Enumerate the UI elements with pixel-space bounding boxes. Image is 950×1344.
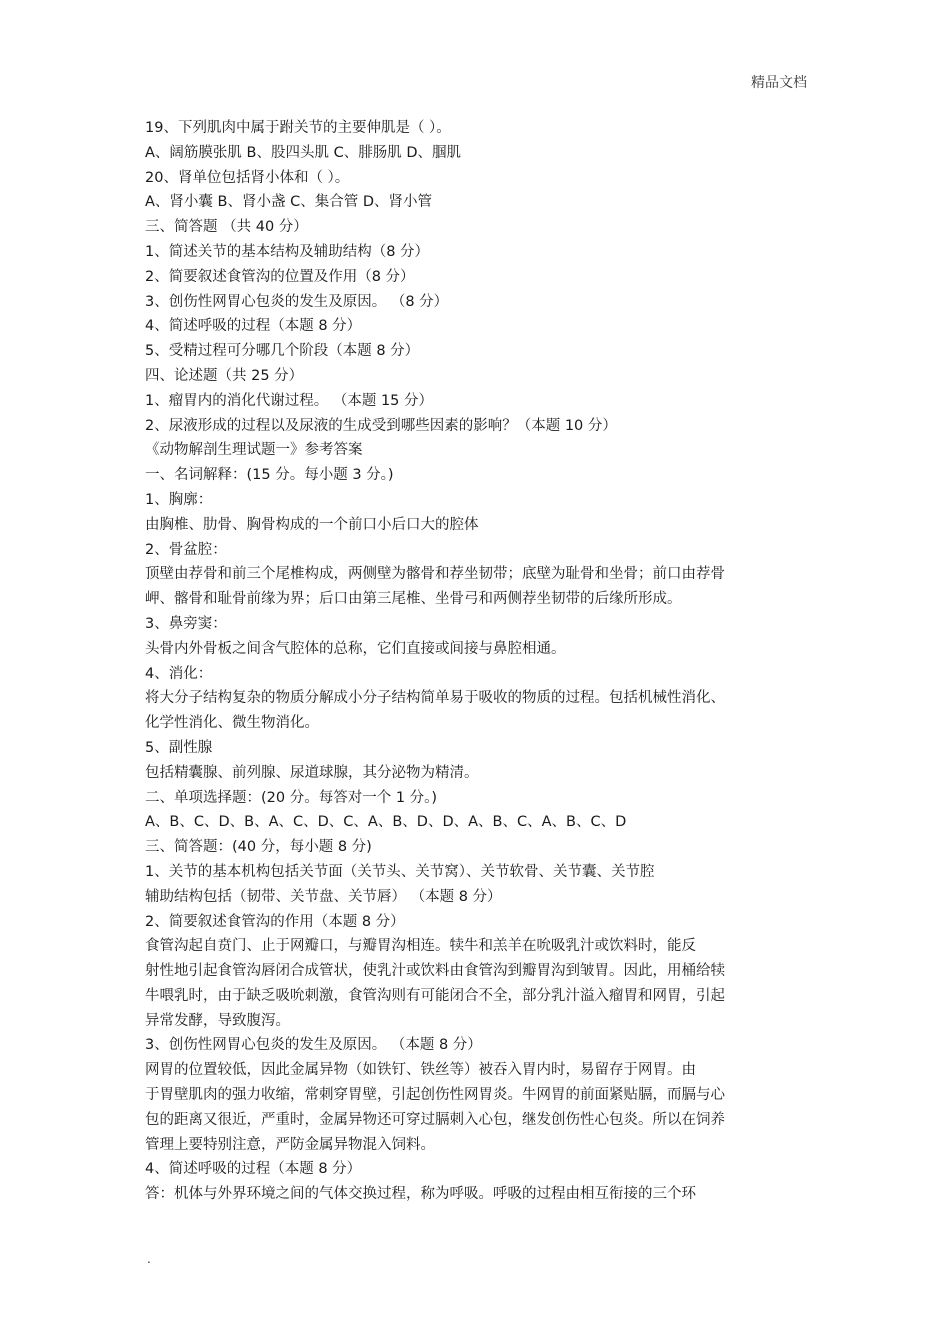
text-line: 辅助结构包括（韧带、关节盘、关节唇） （本题 8 分） (145, 888, 502, 905)
text-line: 食管沟起自贲门、止于网瓣口，与瓣胃沟相连。犊牛和羔羊在吮吸乳汁或饮料时，能反 (145, 938, 696, 955)
text-line: 5、副性腺 (145, 739, 213, 756)
text-line: 3、鼻旁窦： (145, 615, 227, 632)
text-line: 4、消化： (145, 665, 213, 682)
text-line: 4、简述呼吸的过程（本题 8 分） (145, 1161, 362, 1178)
text-line: 顶壁由荐骨和前三个尾椎构成，两侧壁为髂骨和荐坐韧带；底壁为耻骨和坐骨；前口由荐骨 (145, 566, 725, 583)
text-line: 4、简述呼吸的过程（本题 8 分） (145, 318, 362, 335)
text-line: 岬、髂骨和耻骨前缘为界；后口由第三尾椎、坐骨弓和两侧荐坐韧带的后缘所形成。 (145, 591, 682, 608)
text-line: 将大分子结构复杂的物质分解成小分子结构简单易于吸收的物质的过程。包括机械性消化、 (145, 690, 725, 707)
text-line: 由胸椎、肋骨、胸骨构成的一个前口小后口大的腔体 (145, 516, 479, 533)
text-line: 包括精囊腺、前列腺、尿道球腺，其分泌物为精清。 (145, 764, 479, 781)
text-line: 《动物解剖生理试题一》参考答案 (145, 442, 363, 459)
text-line: 19、下列肌肉中属于跗关节的主要伸肌是（ ）。 (145, 120, 451, 136)
text-line: 异常发酵，导致腹泻。 (145, 1012, 290, 1029)
text-line: 头骨内外骨板之间含气腔体的总称，它们直接或间接与鼻腔相通。 (145, 640, 566, 657)
page-header: 精品文档 (751, 75, 807, 91)
text-line: 四、论述题（共 25 分） (145, 367, 304, 384)
text-line: 网胃的位置较低，因此金属异物（如铁钉、铁丝等）被吞入胃内时，易留存于网胃。由 (145, 1062, 696, 1079)
text-line: 1、关节的基本机构包括关节面（关节头、关节窝）、关节软骨、关节囊、关节腔 (145, 863, 655, 880)
text-line: 三、简答题 （共 40 分） (145, 219, 308, 236)
text-line: 牛喂乳时，由于缺乏吸吮刺激，食管沟则有可能闭合不全，部分乳汁溢入瘤胃和网胃，引起 (145, 987, 725, 1004)
text-line: 1、瘤胃内的消化代谢过程。 （本题 15 分） (145, 392, 434, 409)
text-line: 包的距离又很近，严重时，金属异物还可穿过膈刺入心包，继发创伤性心包炎。所以在饲养 (145, 1111, 725, 1128)
text-line: 2、骨盆腔： (145, 541, 227, 558)
document-body (145, 116, 813, 1207)
text-line: A、B、C、D、B、A、C、D、C、A、B、D、D、A、B、C、A、B、C、D (145, 814, 627, 831)
text-line: A、阔筋膜张肌 B、股四头肌 C、腓肠肌 D、腘肌 (145, 144, 461, 161)
text-line: 一、名词解释：(15 分。每小题 3 分。) (145, 467, 394, 484)
text-line: 20、肾单位包括肾小体和（ ）。 (145, 169, 350, 186)
text-line: 管理上要特别注意，严防金属异物混入饲料。 (145, 1136, 435, 1153)
text-line: 2、简要叙述食管沟的位置及作用（8 分） (145, 268, 415, 285)
text-line: 二、单项选择题：(20 分。每答对一个 1 分。) (145, 789, 438, 806)
text-line: A、肾小囊 B、肾小盏 C、集合管 D、肾小管 (145, 194, 432, 211)
text-line: 3、创伤性网胃心包炎的发生及原因。 （本题 8 分） (145, 1037, 482, 1054)
text-line: 答：机体与外界环境之间的气体交换过程，称为呼吸。呼吸的过程由相互衔接的三个环 (145, 1186, 696, 1203)
text-line: 于胃壁肌肉的强力收缩，常刺穿胃壁，引起创伤性网胃炎。牛网胃的前面紧贴膈，而膈与心 (145, 1087, 725, 1104)
text-line: 射性地引起食管沟唇闭合成管状，使乳汁或饮料由食管沟到瓣胃沟到皱胃。因此，用桶给犊 (145, 963, 725, 980)
text-line: 1、简述关节的基本结构及辅助结构（8 分） (145, 243, 430, 260)
page-footer: . (147, 1252, 151, 1266)
text-line: 2、尿液形成的过程以及尿液的生成受到哪些因素的影响？（本题 10 分） (145, 417, 617, 434)
text-line: 化学性消化、微生物消化。 (145, 715, 319, 732)
text-line: 1、胸廓： (145, 491, 213, 508)
text-line: 5、受精过程可分哪几个阶段（本题 8 分） (145, 343, 420, 360)
text-line: 3、创伤性网胃心包炎的发生及原因。 （8 分） (145, 293, 449, 310)
text-line: 2、简要叙述食管沟的作用（本题 8 分） (145, 913, 405, 930)
text-line: 三、简答题：(40 分，每小题 8 分) (145, 839, 372, 856)
